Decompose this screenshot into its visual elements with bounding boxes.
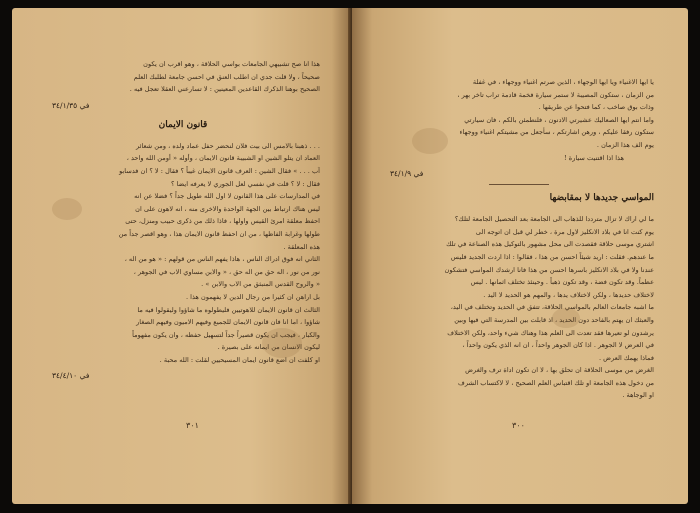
- text-line: ما اشبه جامعات العالم بالمواسي الحلاقة، تتفق في الحديد وتختلف في اليد،: [450, 303, 654, 312]
- text-line: والكبار ، فيجب ان يكون قصيراً جداً لتسهيل حفظه ، وان يكون مفهوماً: [132, 330, 320, 339]
- text-line: « والروح القدس المنبثق من الاب والابن » .: [201, 280, 320, 289]
- right-paragraphs: [384, 213, 654, 402]
- text-line: عندنا ولا في بلاد الانكليز باسرها احسن من هذا فانا ارشدك المواسي فتشكون: [444, 265, 654, 274]
- text-line: هذا انا صح تشبيهي الجامعات بواسي الحلاقة ، وهو اقرب ان يكون: [143, 60, 320, 68]
- text-line: هذه المعلقة .: [283, 242, 320, 251]
- text-line: عظماً. وقد تكون فضة ، وقد تكون ذهباً . وحينئذ تختلف اثمانها . ليس: [470, 278, 654, 287]
- text-line: لاختلاف حديدها ، ولكن لاختلاف يدها ، والمهم هو الحديد لا اليد .: [483, 290, 654, 299]
- text-line: ليس هناك ارتباط بين الجهة الواحدة والاخرى منه ، انه لاهون على ان: [135, 204, 320, 213]
- text-line: وذات بوق صاخب ، كما فتحوا عن طريقها .: [538, 103, 654, 112]
- left-date-1: في ٣٤/١/٣٥: [52, 100, 90, 110]
- text-line: والعبثك ان يهتم بالفاحد دون الحديد ، اذ قابلت بين المدرسة التي فيها وبين: [454, 315, 654, 324]
- right-note: هذا اذا اقتنيت سيارة !: [564, 153, 624, 162]
- left-page-number: ٣٠١: [186, 421, 199, 430]
- text-line: ما لي اراك لا تزال مترددا للذهاب الى الجامعة بعد التحصيل الجامعة لتلك؟: [454, 215, 654, 224]
- text-line: يا ايها الاغنياء ويا ايها الوجهاء ، الذين صرتم اغنياء ووجهاء ، في غفلة: [472, 78, 654, 86]
- text-line: شاؤوا ، اما انا فان قانون الايمان للجميع وفيهم الاميون وفيهم الصغار: [136, 318, 320, 327]
- right-page: [352, 8, 688, 504]
- text-line: طولها وغرابة الفاظها ، من ان احفظ قانون الايمان هذا ، وهو اقصر جداً من: [118, 229, 320, 238]
- right-page-number: ٣٠٠: [512, 421, 525, 430]
- text-line: اشتري موسى حلاقة فقصدت الى محل مشهور بالتوكيل هذه الصناعة في تلك: [446, 240, 654, 249]
- text-line: احفظ معلقة امرئ القيس واولها ، فاذا ذلك من ذكرى حبيب ومنزل، حتى: [125, 217, 320, 226]
- text-line: العماد ان يتلو الشين او الشبيبة قانون الايمان ، وأوله « أومن الله واحد ،: [126, 154, 320, 163]
- text-line: او الوجاهة .: [622, 391, 654, 400]
- text-line: من الزمان ، ستكون المصيبة لا ستمر سيارة فخمة قادمة تراب تاخر بهر ،: [457, 90, 654, 99]
- text-line: الصحيح بوهنا الذكرك القاعدين المعينين : لا تسارعني العقلا تعجل فيه .: [129, 85, 320, 94]
- text-line: ما عندهم. فقلت : اريد شيئاً احسن من هذا ، فقالوا : اذا اردت الجديد فليس: [450, 252, 654, 261]
- text-line: في المدارسات على هذا القانون لا اول الله طويل جداً ؟ فضلا عن انه: [134, 192, 320, 201]
- left-date-2: في ٣٤/٤/١٠: [52, 371, 90, 381]
- text-line: واما انتم ايها الصعاليك عشيرتي الادنون ، فلنطمئن بالكم ، فان سيارتي: [464, 115, 654, 124]
- text-line: . . . ذهبنا بالامس الى بيت فلان لنحضر حفل عماد ولده ، ومن شعائر: [135, 141, 320, 150]
- paper-stain: [412, 128, 448, 154]
- left-section-heading: قانون الايمان: [158, 119, 208, 130]
- text-line: فقال : لا ؟ قلت في نفسي لعل الجوري لا يعرفه ايضا ؟: [171, 179, 320, 188]
- text-line: في العرض لا الجوهر . اذا كان الجوهر واحداً ، ان انه الذي يكون واحداً ،: [462, 341, 654, 350]
- text-line: بل اراهن ان كثيرا من رجال الدين لا يفهمون هذا .: [185, 292, 320, 301]
- text-line: الثالث ان قانون الايمان للاهوتيين فليطولوه ما شاؤوا وليقولوا فيه ما: [137, 305, 320, 314]
- text-line: فماذا يهمك العرض .: [598, 353, 654, 362]
- right-date-1: في ٣٤/١/٩: [390, 169, 424, 179]
- text-line: يوم كنت انا في بلاد الانكليز لاول مرة ، خطر لي قبل ان اتوجه الى: [475, 227, 654, 236]
- text-line: الثاني انه فوق ادراك الناس ، هاذا يفهم الناس من قولهم : « هو من اله ،: [124, 255, 320, 264]
- text-line: ستكون رفقا عليكم ، ورهن اشارتكم ، سأجعل من مشيتكم اغنياء ووجهاء: [459, 128, 654, 137]
- paper-stain: [552, 308, 580, 328]
- right-section-heading: المواسي جديدها لا بمقابضها: [549, 193, 654, 204]
- left-page: [12, 8, 352, 504]
- text-line: من دخول هذه الجامعة او تلك اقتباس العلم الصحيح ، لا لاكتساب الشرف: [458, 378, 654, 387]
- text-line: يوم الف هذا الزمان .: [596, 140, 654, 149]
- paper-stain: [262, 328, 302, 358]
- text-line: ليكون الانسان من ايمانه على بصيرة .: [217, 343, 320, 352]
- text-line: صحيحاً ، ولا قلت جدي ان اطلب العنق في احسن جامعة لطلبك العلم: [133, 72, 320, 81]
- text-line: آب . . . » فقال الشين : العرف قانون الايمان غيباً ؟ فقال : لا ؟ ان فدسابو: [119, 166, 320, 175]
- text-line: نور من نور ، اله حق من اله حق ، « والابن مساوي الاب في الجوهر ،: [133, 267, 320, 276]
- text-line: يرشدون لو تعيرها فقد تعدت الى العلم هذا وهناك شيء واحد، ولكن الاختلاف: [447, 328, 654, 337]
- paper-stain: [52, 198, 82, 220]
- left-intro: [46, 58, 320, 96]
- text-line: او كلفت ان اضع قانون ايمان المسيحيين لقلت : الله محبة .: [159, 355, 320, 364]
- text-line: الغرض من موسى الحلاقة ان تحلق بها ، لا ان تكون اداة ترف والغرض: [465, 366, 654, 375]
- section-divider: [489, 184, 549, 185]
